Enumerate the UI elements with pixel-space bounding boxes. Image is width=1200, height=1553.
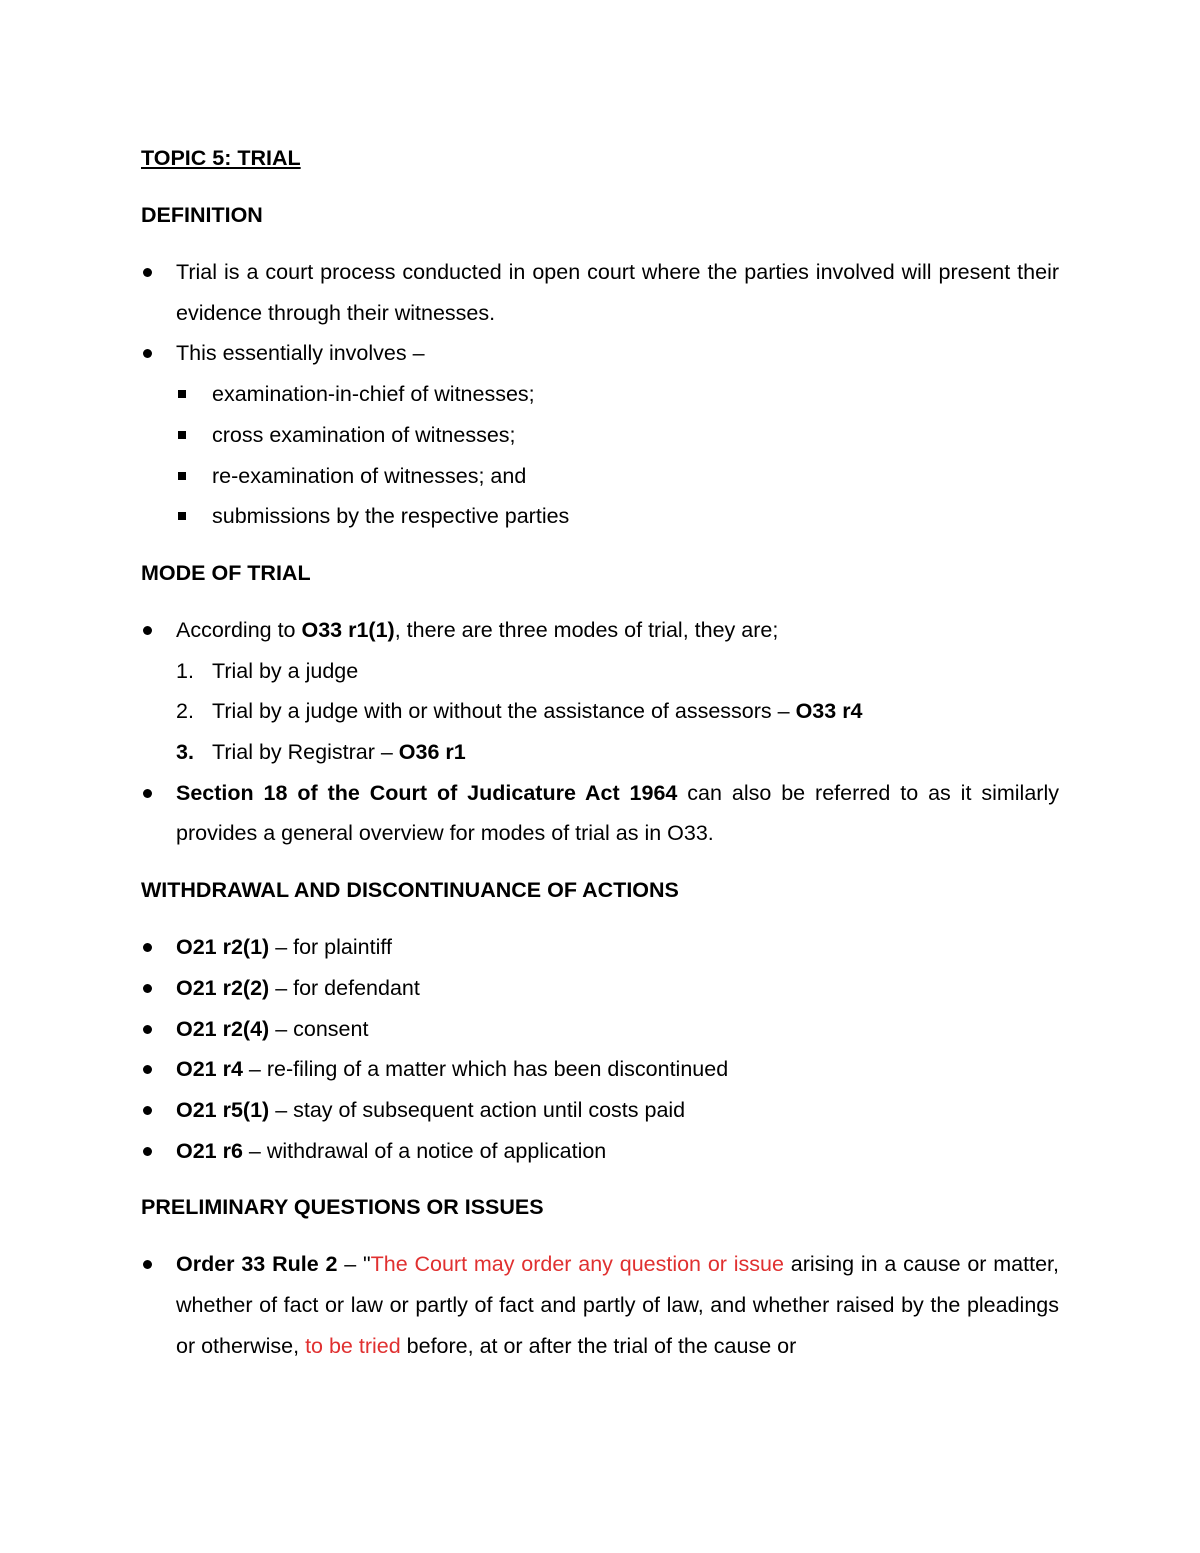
- list-item: [141, 1131, 1059, 1172]
- mode-section-list: [141, 773, 1059, 854]
- sub-item-text: submissions by the respective parties: [212, 504, 570, 529]
- list-item: [141, 732, 1059, 773]
- definition-list: [141, 252, 1059, 374]
- rule-reference: O21 r2(4): [176, 1016, 270, 1041]
- rule-reference: Order 33 Rule 2: [176, 1252, 338, 1277]
- rule-reference: O21 r2(2): [176, 975, 270, 1000]
- rule-reference: O33 r1(1): [301, 617, 395, 642]
- list-item: [141, 773, 1059, 854]
- list-item: [141, 1244, 1059, 1366]
- item-text: – re-filing of a matter which has been discontinued: [242, 1057, 729, 1082]
- rule-reference: O21 r6: [176, 1138, 243, 1163]
- sub-item-text: examination-in-chief of witnesses;: [212, 382, 535, 407]
- sub-item-text: re-examination of witnesses; and: [212, 463, 527, 488]
- mode-list: [141, 610, 1059, 651]
- list-item: [141, 1049, 1059, 1090]
- quote-text: before, at or after the trial of the cause or: [400, 1333, 797, 1358]
- list-item: [141, 456, 1059, 497]
- intro-text: , there are three modes of trial, they are;: [394, 617, 779, 642]
- highlighted-text: to be tried: [305, 1333, 401, 1358]
- preliminary-list: [141, 1244, 1059, 1366]
- list-item: [141, 927, 1059, 968]
- definition-text: Trial is a court process conducted in open court where the parties involved will present their evidence through their witnesses.: [176, 260, 1059, 325]
- item-text: Trial by a judge with or without the assistance of assessors –: [212, 699, 796, 724]
- mode-numbered-list: [141, 651, 1059, 773]
- section-text: can also be referred to as it similarly provides a general overview for modes of trial as in O33.: [176, 780, 1059, 846]
- list-item: [141, 415, 1059, 456]
- list-item: [141, 610, 1059, 651]
- rule-reference: O33 r4: [795, 699, 863, 724]
- list-item: [141, 1090, 1059, 1131]
- rule-reference: O21 r5(1): [176, 1097, 270, 1122]
- definition-heading: DEFINITION: [141, 203, 263, 227]
- section-reference: Section 18 of the Court of Judicature Act 1964: [176, 780, 678, 805]
- item-text: – withdrawal of a notice of application: [242, 1138, 607, 1163]
- involves-sublist: [141, 374, 1059, 537]
- quote-open: – ": [337, 1252, 371, 1277]
- list-item: [141, 1009, 1059, 1050]
- item-text: Trial by a judge: [212, 658, 359, 683]
- highlighted-text: The Court may order any question or issue: [370, 1252, 784, 1277]
- document-page: [141, 138, 1059, 1366]
- item-text: Trial by Registrar –: [212, 740, 399, 765]
- item-text: – for plaintiff: [269, 935, 392, 960]
- mode-heading: MODE OF TRIAL: [141, 560, 311, 585]
- list-item: [141, 333, 1059, 374]
- item-text: – for defendant: [269, 975, 420, 1000]
- sub-item-text: cross examination of witnesses;: [212, 422, 516, 447]
- rule-reference: O36 r1: [398, 740, 466, 765]
- rule-reference: O21 r2(1): [176, 935, 270, 960]
- list-item: [141, 691, 1059, 732]
- preliminary-heading: PRELIMINARY QUESTIONS OR ISSUES: [141, 1195, 544, 1220]
- list-item: [141, 374, 1059, 415]
- intro-text: According to: [176, 617, 302, 642]
- item-number: 3.: [176, 740, 194, 765]
- item-number: 1.: [176, 658, 194, 683]
- quote-text: arising in a cause or matter, whether of fact or law or partly of fact and partly of law, and whether raised by the pleadings or otherwise,: [176, 1252, 1059, 1358]
- definition-involves-text: This essentially involves –: [176, 341, 425, 366]
- page-title: TOPIC 5: TRIAL: [141, 146, 301, 170]
- item-text: – stay of subsequent action until costs paid: [269, 1097, 686, 1122]
- list-item: [141, 496, 1059, 537]
- withdrawal-heading: WITHDRAWAL AND DISCONTINUANCE OF ACTIONS: [141, 878, 679, 903]
- list-item: [141, 968, 1059, 1009]
- list-item: [141, 651, 1059, 692]
- withdrawal-list: [141, 927, 1059, 1171]
- rule-reference: O21 r4: [176, 1057, 243, 1082]
- item-text: – consent: [269, 1016, 369, 1041]
- list-item: [141, 252, 1059, 333]
- item-number: 2.: [176, 699, 194, 724]
